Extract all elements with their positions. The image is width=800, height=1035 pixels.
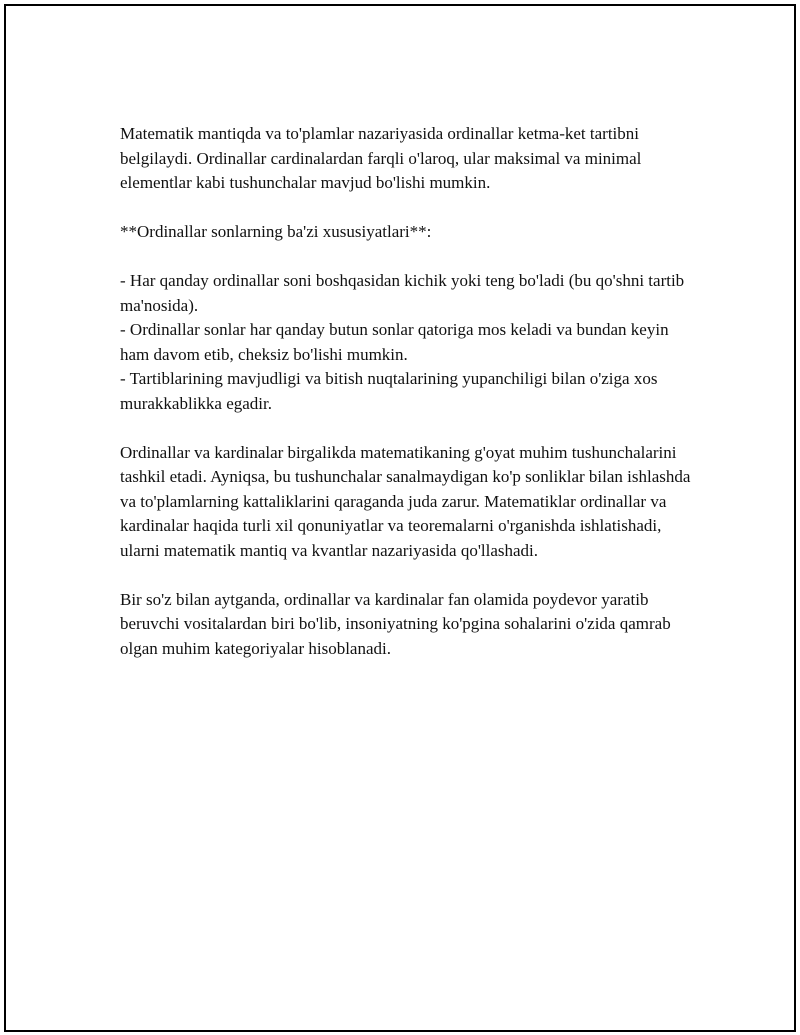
paragraph-spacer [120,563,700,588]
list-item: - Har qanday ordinallar soni boshqasidan kichik yoki teng bo'ladi (bu qo'shni tartib ma'nosida). [120,271,685,315]
conclusion-paragraph: Bir so'z bilan aytganda, ordinallar va kardinalar fan olamida poydevor yaratib beruvchi vositalardan biri bo'lib, insoniyatning ko'pgina sohalarini o'zida qamrab olgan muhim kategoriyalar hisoblanadi. [120,589,671,658]
paragraph-spacer [120,245,700,270]
document-body [120,122,700,661]
list-item: - Ordinallar sonlar har qanday butun sonlar qatoriga mos keladi va bundan keyin ham davom etib, cheksiz bo'lishi mumkin. [120,320,669,364]
intro-paragraph: Matematik mantiqda va to'plamlar nazariyasida ordinallar ketma-ket tartibni belgilaydi. Ordinallar cardinalardan farqli o'laroq, ular maksimal va minimal elementlar kabi tushunchalar mavjud bo'lishi mumkin. [120,124,642,192]
paragraph-spacer [120,416,700,441]
body-paragraph: Ordinallar va kardinalar birgalikda matematikaning g'oyat muhim tushunchalarini tashkil etadi. Ayniqsa, bu tushunchalar sanalmaydigan ko'p sonliklar bilan ishlashda va to'plamlarning kattaliklarini qaraganda juda zarur. Matematiklar ordinallar va kardinalar haqida turli xil qonuniyatlar va teoremalarni o'rganishda ishlatishadi, ularni matematik mantiq va kvantlar nazariyasida qo'llashadi. [120,442,691,560]
list-item: - Tartiblarining mavjudligi va bitish nuqtalarining yupanchiligi bilan o'ziga xos murakkablikka egadir. [120,369,658,413]
paragraph-spacer [120,196,700,221]
section-heading: **Ordinallar sonlarning ba'zi xususiyatlari**: [120,222,432,241]
page-frame [4,4,796,1032]
